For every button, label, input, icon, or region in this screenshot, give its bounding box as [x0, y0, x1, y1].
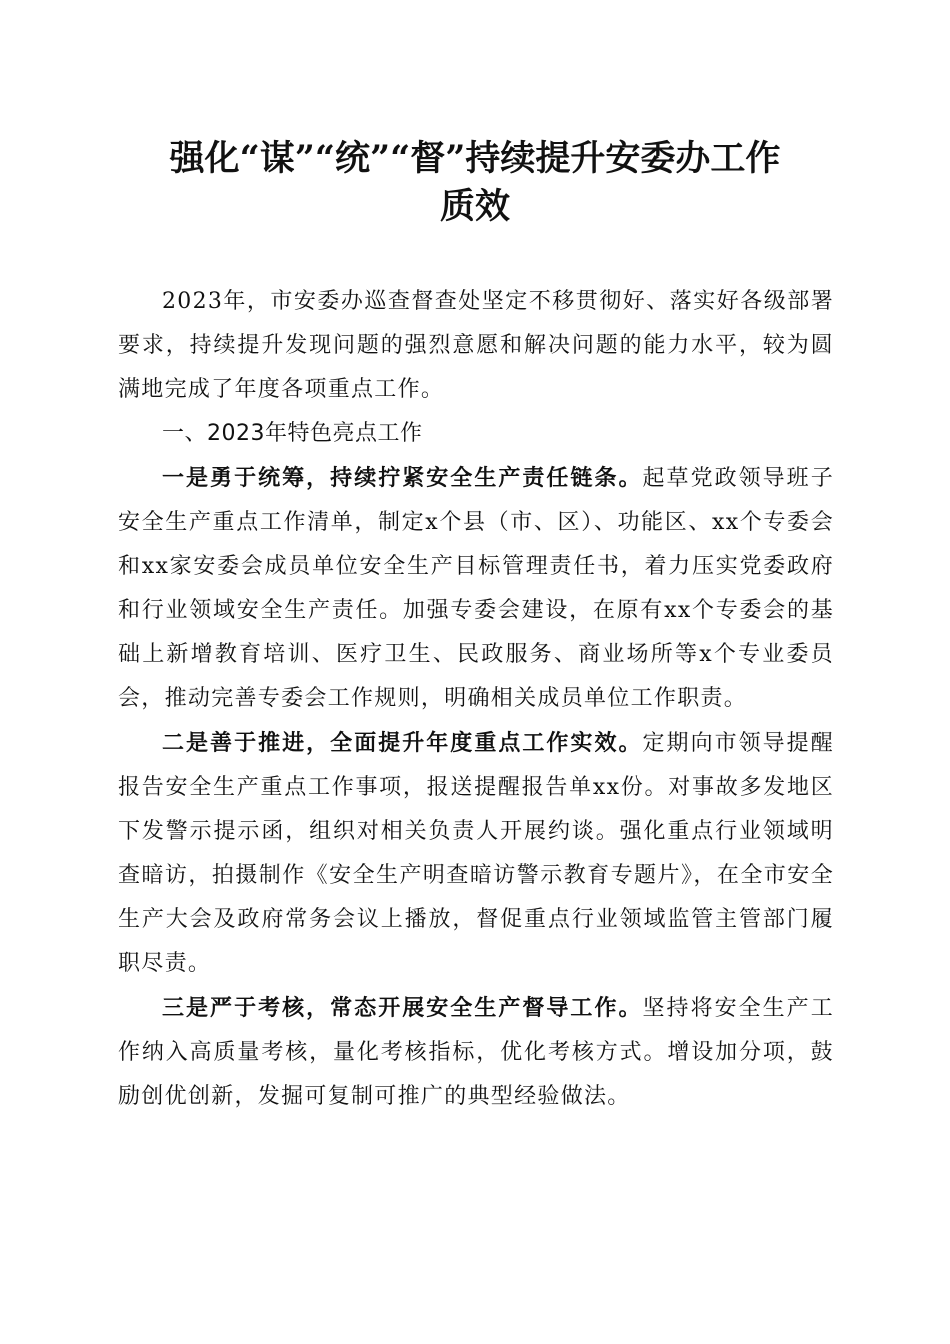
item-paragraph-3: [118, 986, 834, 1119]
item-text-2: 定期向市领导提醒报告安全生产重点工作事项，报送提醒报告单xx份。对事故多发地区下发警示提示函，组织对相关负责人开展约谈。强化重点行业领域明查暗访，拍摄制作《安全生产明查暗访警示教育专题片》，在全市安全生产大会及政府常务会议上播放，督促重点行业领域监管主管部门履职尽责。: [118, 731, 834, 976]
title-line-1: 强化“谋”“统”“督”持续提升安委办工作: [169, 138, 781, 179]
item-text-3: 坚持将安全生产工作纳入高质量考核，量化考核指标，优化考核方式。增设加分项，鼓励创优创新，发掘可复制可推广的典型经验做法。: [118, 996, 834, 1109]
section-heading: 一、2023年特色亮点工作: [162, 421, 423, 446]
item-lead-2: 二是善于推进，全面提升年度重点工作实效。: [162, 730, 643, 756]
item-paragraph-1: [118, 456, 834, 721]
item-paragraph-2: [118, 721, 834, 986]
title-line-2: 质效: [439, 186, 510, 227]
document-title: [100, 135, 850, 231]
item-text-1: 起草党政领导班子安全生产重点工作清单，制定x个县（市、区）、功能区、xx个专委会和xx家安委会成员单位安全生产目标管理责任书，着力压实党委政府和行业领域安全生产责任。加强专委会建设，在原有xx个专委会的基础上新增教育培训、医疗卫生、民政服务、商业场所等x个专业委员会，推动完善专委会工作规则，明确相关成员单位工作职责。: [118, 466, 834, 711]
item-lead-3: 三是严于考核，常态开展安全生产督导工作。: [162, 995, 643, 1021]
document-body: [118, 280, 834, 1119]
intro-paragraph: 2023年，市安委办巡查督查处坚定不移贯彻好、落实好各级部署要求，持续提升发现问题的强烈意愿和解决问题的能力水平，较为圆满地完成了年度各项重点工作。: [118, 289, 834, 402]
item-lead-1: 一是勇于统筹，持续拧紧安全生产责任链条。: [162, 465, 643, 491]
